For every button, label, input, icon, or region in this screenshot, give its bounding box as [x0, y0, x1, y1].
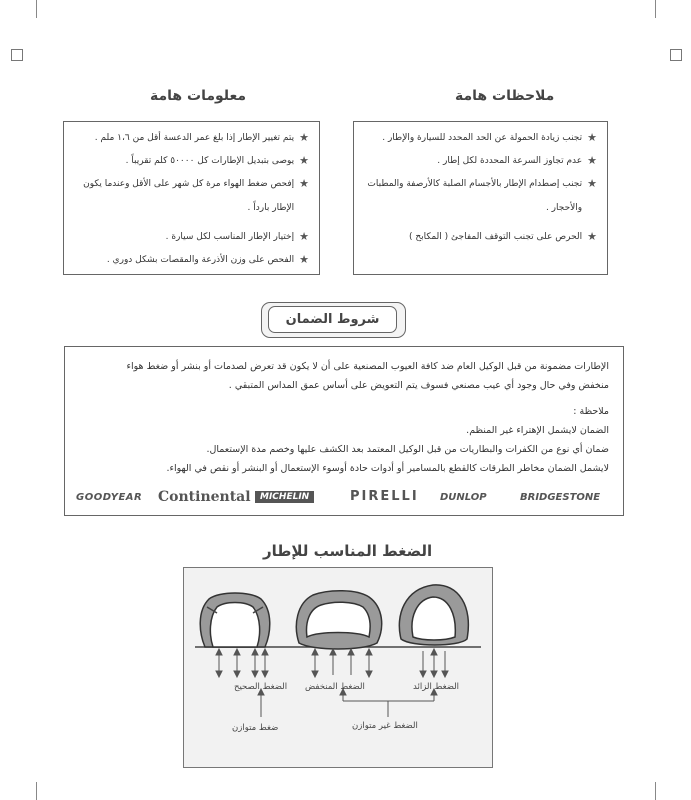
dunlop-logo: DUNLOP: [440, 492, 487, 503]
crop-mark: [655, 782, 656, 800]
important-info-list: [64, 122, 319, 266]
warranty-note-line: الضمان لايشمل الإهتراء غير المنظم.: [466, 425, 609, 436]
important-notes-title: ملاحظات هامة: [455, 88, 555, 104]
list-item: ★ الحرص على تجنب التوقف المفاجئ ( المكابح ): [408, 230, 597, 243]
star-icon: ★: [299, 154, 309, 167]
important-notes-box: [353, 121, 608, 275]
list-item: ★ تجنب إصطدام الإطار بالأجسام الصلبة كالأرصفة والمطبات والأحجار .: [367, 177, 597, 213]
goodyear-logo: GOODYEAR: [76, 492, 143, 503]
registration-mark: [670, 49, 682, 61]
pirelli-logo: PIRELLI: [350, 489, 419, 504]
high-pressure-tire: [399, 585, 468, 645]
important-info-box: [63, 121, 320, 275]
star-icon: ★: [299, 253, 309, 266]
star-icon: ★: [587, 154, 597, 167]
list-item: ★ الفحص على وزن الأذرعة والمقصات بشكل دوري .: [106, 253, 309, 266]
warranty-note-line: لايشمل الضمان مخاطر الطرقات كالقطع بالمسامير أو أدوات حادة أوسوء الإستعمال أو البنشر أو نقص في الهواء.: [166, 463, 609, 474]
correct-pressure-tire: [200, 593, 270, 647]
warranty-paragraph-line2: منخفض وفي حال وجود أي عيب مصنعي فسوف يتم التعويض على أساس عمق المداس المتبقي .: [228, 380, 609, 391]
warranty-note-line: ضمان أي نوع من الكفرات والبطاريات من قبل الوكيل المعتمد بعد الكشف عليها وخصم مدة الإستعمال.: [206, 444, 609, 455]
crop-mark: [36, 0, 37, 18]
registration-mark: [11, 49, 23, 61]
pressure-title: الضغط المناسب للإطار: [263, 542, 433, 560]
michelin-logo: MICHELIN: [255, 491, 314, 503]
warranty-box: [64, 346, 624, 516]
unbalanced-pressure-label: الضغط غير متوازن: [352, 721, 418, 731]
list-item: ★ تجنب زيادة الحمولة عن الحد المحدد للسيارة والإطار .: [382, 131, 597, 144]
list-item: ★ إختيار الإطار المناسب لكل سيارة .: [165, 230, 309, 243]
crop-mark: [36, 782, 37, 800]
star-icon: ★: [299, 131, 309, 144]
list-item: ★ عدم تجاوز السرعة المحددة لكل إطار .: [437, 154, 597, 167]
low-pressure-label: الضغط المنخفض: [305, 682, 365, 692]
tire-pressure-illustration: [183, 567, 494, 767]
star-icon: ★: [299, 177, 309, 190]
low-pressure-tire: [296, 591, 381, 649]
important-notes-list: [354, 122, 607, 243]
warranty-note-label: ملاحظة :: [573, 406, 609, 417]
important-info-title: معلومات هامة: [150, 88, 247, 104]
star-icon: ★: [587, 177, 597, 190]
warranty-title: شروط الضمان: [268, 306, 397, 333]
crop-mark: [655, 0, 656, 18]
continental-logo: Continental: [158, 489, 251, 505]
star-icon: ★: [299, 230, 309, 243]
bridgestone-logo: BRIDGESTONE: [520, 492, 601, 503]
list-item: ★ يوصى بتبديل الإطارات كل ٥٠٠٠٠ كلم تقريباً .: [125, 154, 309, 167]
high-pressure-label: الضغط الزائد: [413, 682, 460, 692]
correct-pressure-label: الضغط الصحيح: [234, 682, 288, 692]
star-icon: ★: [587, 230, 597, 243]
warranty-paragraph-line1: الإطارات مضمونة من قبل الوكيل العام ضد كافة العيوب المصنعية على أن لا يكون قد تعرض لصدمات أو بنشر أو ضغط هواء: [126, 361, 609, 372]
list-item: ★ إفحص ضغط الهواء مرة كل شهر على الأقل وعندما يكون الإطار بارداً .: [83, 177, 309, 213]
list-item: ★ يتم تغيير الإطار إذا بلغ عمر الدعسة أقل من ١،٦ ملم .: [94, 131, 309, 144]
balanced-pressure-label: ضغط متوازن: [232, 723, 279, 733]
star-icon: ★: [587, 131, 597, 144]
